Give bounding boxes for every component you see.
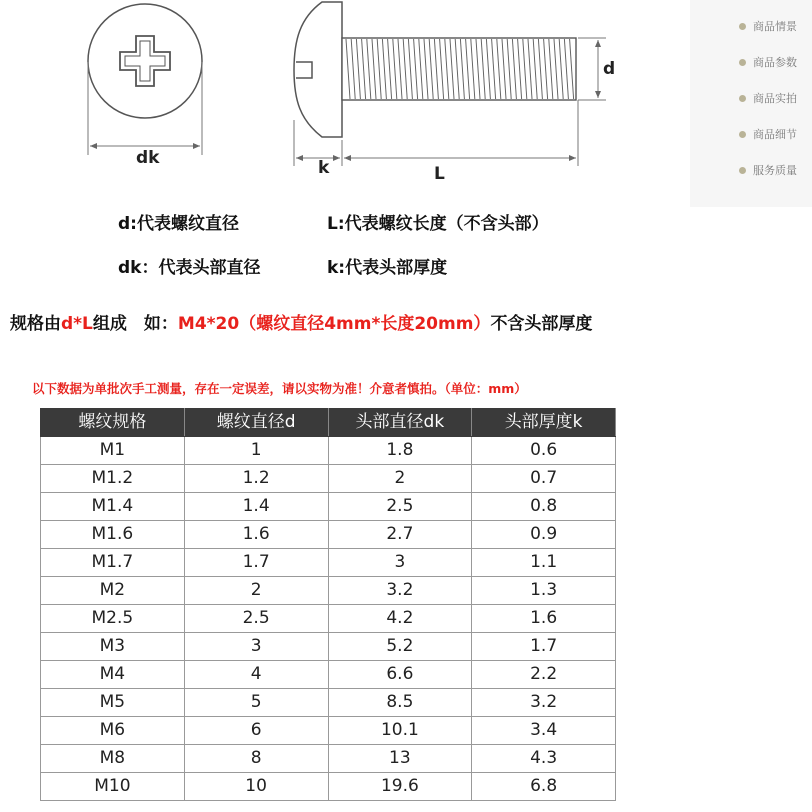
table-row: [41, 437, 616, 465]
table-cell: 5.2: [328, 633, 472, 661]
d-label: d: [603, 59, 616, 79]
table-cell: 0.8: [472, 493, 616, 521]
table-cell: 3: [328, 549, 472, 577]
side-nav: [690, 0, 812, 207]
table-cell: 3.4: [472, 717, 616, 745]
table-cell: M10: [41, 773, 185, 801]
table-cell: 4.2: [328, 605, 472, 633]
d-dimension: [578, 38, 606, 100]
table-cell: 5: [184, 689, 328, 717]
table-cell: 3.2: [328, 577, 472, 605]
measurement-notice: 以下数据为单批次手工测量，存在一定误差，请以实物为准！介意者慎拍。（单位：mm）: [32, 381, 527, 396]
bullet-dot-icon: [739, 131, 746, 138]
spec-rule-example: M4*20（螺纹直径4mm*长度20mm）: [177, 314, 491, 334]
side-nav-label: 商品情景: [753, 20, 797, 33]
table-cell: 8.5: [328, 689, 472, 717]
side-nav-label: 服务质量: [753, 164, 797, 177]
table-cell: 2.5: [184, 605, 328, 633]
col-header-head-diameter: 头部直径dk: [328, 409, 472, 437]
L-label: L: [434, 164, 445, 184]
k-label: k: [318, 158, 330, 178]
col-header-thread-diameter: 螺纹直径d: [184, 409, 328, 437]
table-cell: 3.2: [472, 689, 616, 717]
table-cell: 3: [184, 633, 328, 661]
table-cell: 0.6: [472, 437, 616, 465]
table-cell: M2: [41, 577, 185, 605]
table-row: [41, 633, 616, 661]
side-nav-label: 商品参数: [753, 56, 797, 69]
table-cell: 19.6: [328, 773, 472, 801]
screw-head-side-view: [294, 2, 342, 137]
legend-k: k:代表头部厚度: [327, 258, 448, 278]
table-cell: 6: [184, 717, 328, 745]
table-cell: 1.7: [184, 549, 328, 577]
table-cell: 1.6: [472, 605, 616, 633]
legend-d: d:代表螺纹直径: [118, 214, 239, 234]
table-cell: 6.8: [472, 773, 616, 801]
table-cell: 10.1: [328, 717, 472, 745]
table-cell: 1.8: [328, 437, 472, 465]
spec-rule-prefix: 规格由: [10, 314, 61, 334]
spec-rule-mid: 组成 如：: [92, 314, 178, 334]
table-row: [41, 577, 616, 605]
side-nav-item-photos[interactable]: [690, 80, 812, 116]
table-cell: 10: [184, 773, 328, 801]
table-cell: M2.5: [41, 605, 185, 633]
table-cell: M1.2: [41, 465, 185, 493]
L-dimension: [344, 100, 578, 166]
table-cell: M5: [41, 689, 185, 717]
side-nav-item-scene[interactable]: [690, 8, 812, 44]
table-cell: 8: [184, 745, 328, 773]
table-cell: M1: [41, 437, 185, 465]
table-cell: 2: [184, 577, 328, 605]
table-header-row: [41, 409, 616, 437]
legend-dk: dk：代表头部直径: [118, 258, 261, 278]
table-cell: 1.3: [472, 577, 616, 605]
side-nav-label: 商品细节: [753, 128, 797, 141]
table-row: [41, 549, 616, 577]
table-cell: 2.5: [328, 493, 472, 521]
table-cell: M1.4: [41, 493, 185, 521]
spec-rule-suffix: 不含头部厚度: [490, 314, 593, 334]
side-nav-item-service[interactable]: [690, 152, 812, 188]
table-cell: 1.4: [184, 493, 328, 521]
table-row: [41, 773, 616, 801]
table-row: [41, 605, 616, 633]
table-cell: 13: [328, 745, 472, 773]
spec-rule-formula: d*L: [61, 314, 93, 334]
spec-table: [40, 408, 616, 801]
table-cell: 2: [328, 465, 472, 493]
screw-drawing: [0, 0, 690, 200]
table-cell: 1.7: [472, 633, 616, 661]
table-cell: M1.7: [41, 549, 185, 577]
table-cell: M8: [41, 745, 185, 773]
table-cell: 2.7: [328, 521, 472, 549]
table-row: [41, 689, 616, 717]
table-row: [41, 521, 616, 549]
table-row: [41, 717, 616, 745]
table-cell: 4.3: [472, 745, 616, 773]
side-nav-label: 商品实拍: [753, 92, 797, 105]
bullet-dot-icon: [739, 23, 746, 30]
table-cell: M1.6: [41, 521, 185, 549]
table-row: [41, 493, 616, 521]
table-cell: M6: [41, 717, 185, 745]
table-cell: 0.9: [472, 521, 616, 549]
table-row: [41, 661, 616, 689]
col-header-spec: 螺纹规格: [41, 409, 185, 437]
bullet-dot-icon: [739, 59, 746, 66]
table-cell: M4: [41, 661, 185, 689]
table-row: [41, 745, 616, 773]
table-cell: 4: [184, 661, 328, 689]
table-cell: 1: [184, 437, 328, 465]
side-nav-item-details[interactable]: [690, 116, 812, 152]
bullet-dot-icon: [739, 167, 746, 174]
table-cell: 6.6: [328, 661, 472, 689]
table-cell: 1.6: [184, 521, 328, 549]
table-cell: 1.2: [184, 465, 328, 493]
bullet-dot-icon: [739, 95, 746, 102]
table-cell: M3: [41, 633, 185, 661]
spec-rule: [10, 316, 592, 333]
side-nav-item-params[interactable]: [690, 44, 812, 80]
legend-L: L:代表螺纹长度（不含头部）: [327, 214, 549, 234]
dk-label: dk: [136, 148, 160, 168]
table-cell: 1.1: [472, 549, 616, 577]
table-cell: 0.7: [472, 465, 616, 493]
screw-head-top-view: [88, 4, 202, 118]
table-cell: 2.2: [472, 661, 616, 689]
col-header-head-thickness: 头部厚度k: [472, 409, 616, 437]
screw-dimension-diagram: [0, 0, 690, 200]
table-row: [41, 465, 616, 493]
